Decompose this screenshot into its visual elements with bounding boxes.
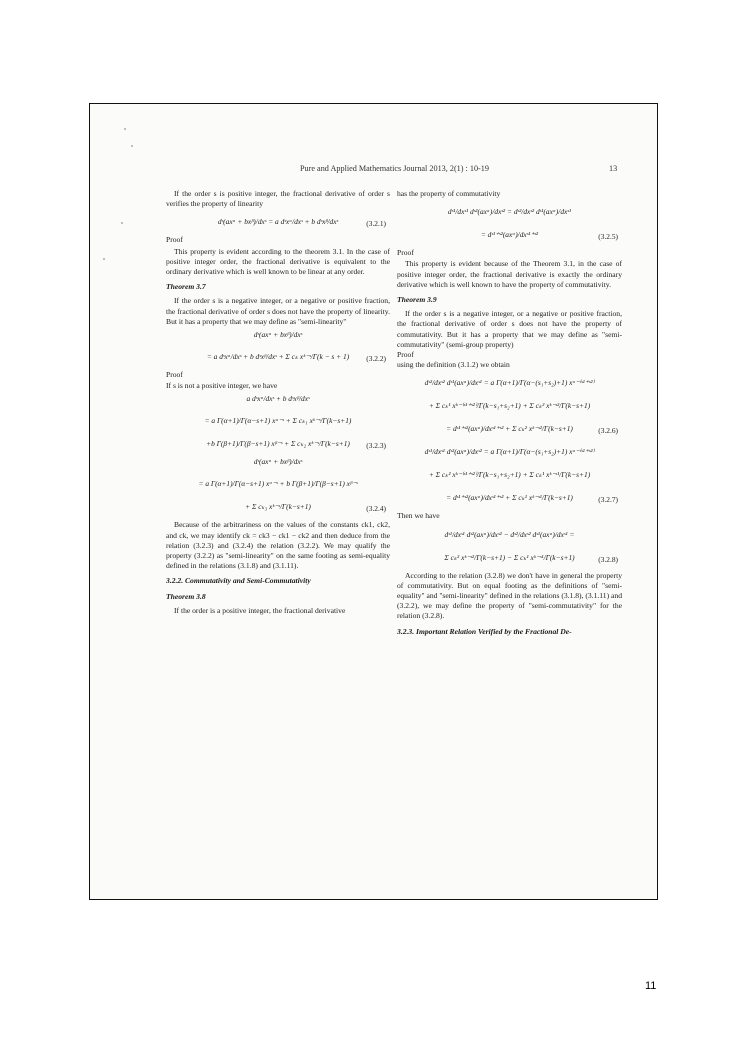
equation-tag: (3.2.8) xyxy=(598,554,618,564)
paragraph: This property is evident because of the Theorem 3.1, in the case of positive integer order, the fractional derivative is exactly the ordinary derivative which is well known to have the property of commutativity. xyxy=(397,259,622,289)
equation-body: Σ cₖ² xᵏ⁻ˢ²/Γ(k−s+1) − Σ cₖ¹ xᵏ⁻ˢ¹/Γ(k−s+1) xyxy=(444,552,575,562)
page-number: 11 xyxy=(645,980,657,992)
equation-line xyxy=(397,202,622,222)
paragraph: using the definition (3.1.2) we obtain xyxy=(397,360,510,370)
equation-3-2-2a xyxy=(166,330,390,344)
equation-3-2-7 xyxy=(397,488,622,508)
equation-body: + Σ cₖ² xᵏ⁻⁽ˢ¹⁺ˢ²⁾/Γ(k−s₁+s₂+1) + Σ cₖ¹ xᵏ⁻ˢ¹/Γ(k−s+1) xyxy=(428,470,591,480)
proof-label: Proof xyxy=(166,370,183,380)
equation-line xyxy=(397,442,622,462)
theorem-heading: Theorem 3.7 xyxy=(166,282,206,292)
equation-body: dˢ(axᵅ + bxᵝ)/dxˢ = a dˢxᵅ/dxˢ + b dˢxᵝ/dxˢ xyxy=(217,217,339,227)
equation-line xyxy=(397,396,622,416)
equation-body: = a Γ(α+1)/Γ(α−s+1) xᵅ⁻ˢ + Σ cₖ₁ xᵏ⁻ˢ/Γ(k−s+1) xyxy=(204,416,352,426)
proof-label: Proof xyxy=(397,248,414,258)
equation-3-2-6 xyxy=(397,419,622,439)
scan-speck xyxy=(131,145,133,147)
paragraph: If the order s is a negative integer, or a negative or positive fraction, the fractional derivative of order s does not have the property of linearity. But it has a property that we may define as "semi-linearity" xyxy=(166,296,390,326)
equation-tag: (3.2.3) xyxy=(366,441,386,451)
equation-3-2-4 xyxy=(166,497,390,517)
theorem-heading: Theorem 3.9 xyxy=(397,295,437,305)
equation-body: = a Γ(α+1)/Γ(α−s+1) xᵅ⁻ˢ + b Γ(β+1)/Γ(β−s+1) xᵝ⁻ˢ xyxy=(198,479,358,489)
journal-page-number: 13 xyxy=(609,164,618,173)
equation-3-2-2 xyxy=(166,347,390,367)
equation-tag: (3.2.7) xyxy=(598,495,618,505)
equation-line xyxy=(166,474,390,494)
paragraph: If the order s is positive integer, the fractional derivative of order s verifies the property of linearity xyxy=(166,189,390,209)
equation-body: = dˢ¹⁺ˢ²(axᵅ)/dxˢ¹⁺ˢ² + Σ cₖ¹ xᵏ⁻ˢ¹/Γ(k−s+1) xyxy=(446,493,573,503)
equation-line xyxy=(166,411,390,431)
equation-body: a dˢxᵅ/dxˢ + b dˢxᵝ/dxˢ xyxy=(246,394,310,404)
running-header: Pure and Applied Mathematics Journal 2013, 2(1) : 10-19 xyxy=(300,164,489,173)
right-column xyxy=(397,189,622,641)
scan-speck xyxy=(121,222,123,224)
equation-tag: (3.2.2) xyxy=(366,354,386,364)
paragraph: If the order s is a negative integer, or a negative or positive fraction, the fractional derivative of order s does not have the property of commutativity. But it has a property that we may define as "semi-commutativity" (semi-group property) xyxy=(397,309,622,349)
equation-tag: (3.2.6) xyxy=(598,426,618,436)
equation-body: dˢ²/dxˢ² dˢ¹(axᵅ)/dxˢ¹ = a Γ(α+1)/Γ(α−(s₁+s₂)+1) xᵅ⁻⁽ˢ¹⁺ˢ²⁾ xyxy=(424,378,595,388)
equation-line xyxy=(397,465,622,485)
paragraph: If s is not a positive integer, we have xyxy=(166,381,278,391)
equation-line xyxy=(166,457,390,471)
equation-body: + Σ cₖ¹ xᵏ⁻⁽ˢ¹⁺ˢ²⁾/Γ(k−s₁+s₂+1) + Σ cₖ² xᵏ⁻ˢ²/Γ(k−s+1) xyxy=(428,401,591,411)
equation-body: dˢ(axᵅ + bxᵝ)/dxˢ xyxy=(253,330,303,340)
equation-3-2-3 xyxy=(166,434,390,454)
equation-tag: (3.2.4) xyxy=(366,504,386,514)
paragraph: has the property of commutativity xyxy=(397,189,501,198)
equation-body: dˢ¹/dxˢ¹ dˢ²(axᵅ)/dxˢ² = a Γ(α+1)/Γ(α−(s₁+s₂)+1) xᵅ⁻⁽ˢ¹⁺ˢ²⁾ xyxy=(424,447,595,457)
left-column xyxy=(166,189,390,616)
equation-line xyxy=(397,373,622,393)
equation-body: +b Γ(β+1)/Γ(β−s+1) xᵝ⁻ˢ + Σ cₖ₂ xᵏ⁻ˢ/Γ(k−s+1) xyxy=(206,439,350,449)
equation-body: dˢ¹/dxˢ¹ dˢ²(axᵅ)/dxˢ² − dˢ²/dxˢ² dˢ¹(axᵅ)/dxˢ¹ = xyxy=(444,529,575,539)
section-heading: 3.2.2. Commutativity and Semi-Commutativity xyxy=(166,576,311,586)
scan-speck xyxy=(124,128,126,130)
equation-body: dˢ(axᵅ + bxᵝ)/dxˢ xyxy=(253,457,303,467)
section-heading: 3.2.3. Important Relation Verified by the Fractional De- xyxy=(397,626,572,636)
paragraph: This property is evident according to the theorem 3.1. In the case of positive integer order, the fractional derivative is equivalent to the ordinary derivative which is well known to be linear at any order. xyxy=(166,246,390,277)
equation-tag: (3.2.1) xyxy=(366,219,386,229)
equation-body: = a dˢxᵅ/dxˢ + b dˢxᵝ/dxˢ + Σ cₖ xᵏ⁻ˢ/Γ(k − s + 1) xyxy=(206,352,350,362)
equation-line xyxy=(397,525,622,545)
theorem-heading: Theorem 3.8 xyxy=(166,591,206,601)
equation-body: = dˢ¹⁺ˢ²(axᵅ)/dxˢ¹⁺ˢ² xyxy=(480,230,539,240)
paragraph: According to the relation (3.2.8) we don't have in general the property of commutativity. But on equal footing as the definitions of "semi-equality" and "semi-linearity" defined in the relations (3.1.8), (3.1.11) and (3.2.2), we may define the property of "semi-commutativity" for the relation (3.2.8). xyxy=(397,570,622,621)
equation-3-2-8 xyxy=(397,548,622,568)
scan-speck xyxy=(103,258,105,260)
paragraph: Then we have xyxy=(397,511,440,521)
equation-3-2-5 xyxy=(397,225,622,245)
proof-label: Proof xyxy=(166,235,183,245)
equation-line xyxy=(166,394,390,408)
paragraph: If the order is a positive integer, the fractional derivative xyxy=(174,605,346,615)
equation-body: dˢ¹/dxˢ¹ dˢ²(axᵅ)/dxˢ² = dˢ²/dxˢ² dˢ¹(axᵅ)/dxˢ¹ xyxy=(447,207,572,217)
equation-3-2-1 xyxy=(166,212,390,232)
equation-tag: (3.2.5) xyxy=(598,232,618,242)
proof-label: Proof xyxy=(397,350,414,360)
equation-body: = dˢ¹⁺ˢ²(axᵅ)/dxˢ¹⁺ˢ² + Σ cₖ² xᵏ⁻ˢ²/Γ(k−s+1) xyxy=(446,424,573,434)
equation-body: + Σ cₖ₃ xᵏ⁻ˢ/Γ(k−s+1) xyxy=(245,502,311,512)
paragraph: Because of the arbitrariness on the values of the constants ck1, ck2, and ck, we may identify ck = ck3 − ck1 − ck2 and then deduce from the relation (3.2.3) and (3.2.4) the relation (3.2.2). We may qualify the property (3.2.2) as "semi-linearity" on the same footing as semi-equality defined in the relations (3.1.8) and (3.1.11). xyxy=(166,520,390,571)
